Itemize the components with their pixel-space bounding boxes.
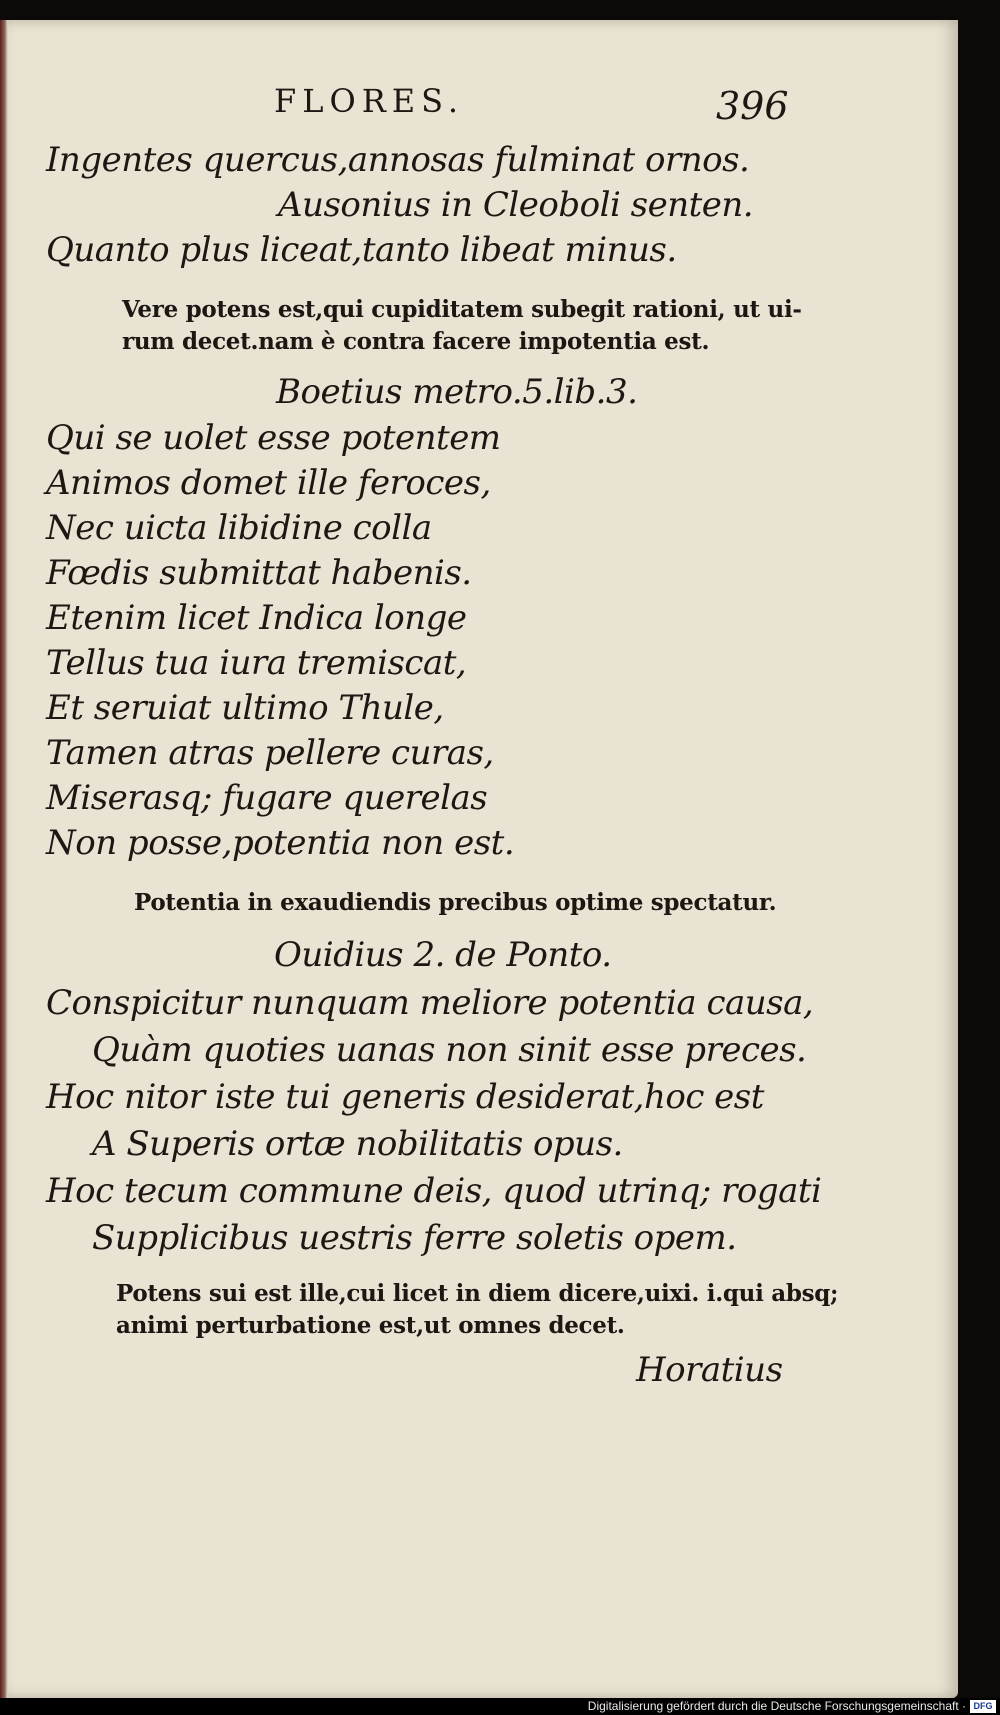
verse-line: Hoc tecum commune deis, quod utrinq; rogati xyxy=(46,1171,822,1211)
page-number: 396 xyxy=(716,84,789,128)
running-head: FLORES. xyxy=(274,82,465,120)
prose-line: Potentia in exaudiendis precibus optime spectatur. xyxy=(134,889,777,916)
verse-line: Fœdis submittat habenis. xyxy=(46,553,472,593)
prose-line: Vere potens est,qui cupiditatem subegit rationi, ut ui- xyxy=(122,296,802,323)
verse-line: Et seruiat ultimo Thule, xyxy=(46,688,444,728)
verse-line: Animos domet ille feroces, xyxy=(46,463,491,503)
prose-line: animi perturbatione est,ut omnes decet. xyxy=(116,1312,625,1339)
verse-line: Tamen atras pellere curas, xyxy=(46,733,494,773)
verse-line: Nec uicta libidine colla xyxy=(46,508,432,548)
text-line: Quanto plus liceat,tanto libeat minus. xyxy=(46,230,677,270)
catchword: Horatius xyxy=(636,1350,783,1390)
source-heading: Boetius metro.5.lib.3. xyxy=(276,372,638,412)
source-heading: Ouidius 2. de Ponto. xyxy=(274,935,612,975)
verse-line: Tellus tua iura tremiscat, xyxy=(46,643,467,683)
verse-line: A Superis ortæ nobilitatis opus. xyxy=(92,1124,623,1164)
verse-line: Miserasq; fugare querelas xyxy=(46,778,488,818)
verse-line: Quàm quoties uanas non sinit esse preces. xyxy=(92,1030,807,1070)
verse-line: Hoc nitor iste tui generis desiderat,hoc est xyxy=(46,1077,764,1117)
source-heading: Ausonius in Cleoboli senten. xyxy=(278,185,754,225)
page-binding-edge xyxy=(0,20,8,1698)
text-line: Ingentes quercus,annosas fulminat ornos. xyxy=(46,140,750,180)
verse-line: Qui se uolet esse potentem xyxy=(46,418,501,458)
verse-line: Supplicibus uestris ferre soletis opem. xyxy=(92,1218,737,1258)
prose-line: rum decet.nam è contra facere impotentia est. xyxy=(122,328,710,355)
digitization-credit: Digitalisierung gefördert durch die Deutsche Forschungsgemeinschaft · xyxy=(587,1699,966,1713)
verse-line: Non posse,potentia non est. xyxy=(46,823,515,863)
verse-line: Etenim licet Indica longe xyxy=(46,598,467,638)
prose-line: Potens sui est ille,cui licet in diem dicere,uixi. i.qui absq; xyxy=(116,1280,839,1307)
verse-line: Conspicitur nunquam meliore potentia causa, xyxy=(46,983,814,1023)
dfg-logo: DFG xyxy=(970,1700,996,1713)
